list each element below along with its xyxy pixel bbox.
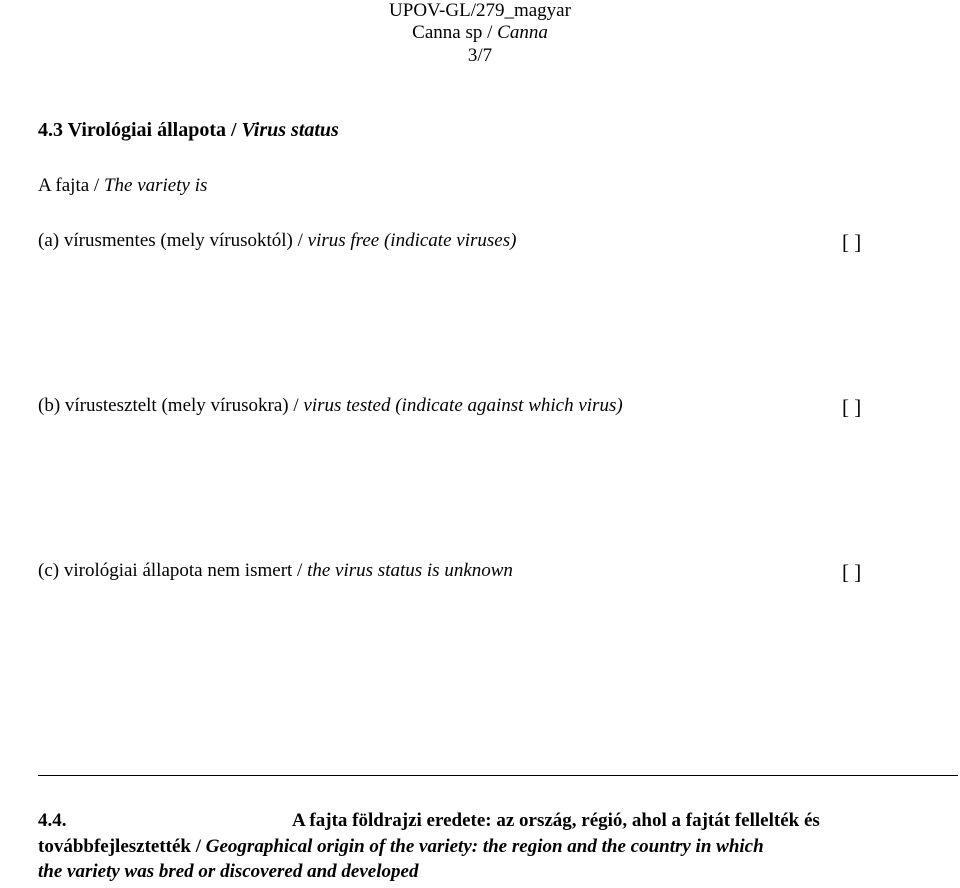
section-title-hu: 4.3 Virológiai állapota / bbox=[38, 119, 242, 141]
option-a-en: virus free (indicate viruses) bbox=[307, 230, 517, 251]
option-c-label bbox=[38, 560, 513, 582]
variety-intro bbox=[38, 175, 207, 197]
species-en: Canna bbox=[497, 22, 548, 43]
section-title-en: Virus status bbox=[241, 119, 339, 141]
section-4-4-title-line1: A fajta földrajzi eredete: az ország, régió, ahol a fajtát fellelték és bbox=[292, 810, 820, 831]
species-line bbox=[0, 22, 960, 44]
section-4-4-title-line3 bbox=[38, 861, 418, 883]
option-b-checkbox[interactable]: [ ] bbox=[842, 395, 862, 419]
option-b-hu: (b) vírustesztelt (mely vírusokra) / bbox=[38, 395, 304, 416]
document-id: UPOV-GL/279_magyar bbox=[389, 0, 571, 21]
option-a-label bbox=[38, 230, 516, 252]
option-c-checkbox[interactable]: [ ] bbox=[842, 560, 862, 584]
page-number: 3/7 bbox=[467, 45, 493, 66]
intro-hu: A fajta / bbox=[38, 175, 104, 196]
section-4-4-title-en-cont: the variety was bred or discovered and developed bbox=[38, 861, 419, 882]
option-b-label bbox=[38, 395, 623, 417]
section-4-4-title-hu: továbbfejlesztették / bbox=[38, 836, 206, 857]
species-hu: Canna sp / bbox=[412, 22, 498, 43]
option-b-en: virus tested (indicate against which virus) bbox=[303, 395, 623, 416]
option-c-hu: (c) virológiai állapota nem ismert / bbox=[38, 560, 308, 581]
option-a-checkbox[interactable]: [ ] bbox=[842, 230, 862, 254]
section-4-4-number: 4.4. bbox=[38, 810, 67, 831]
section-4-4-title-line2 bbox=[38, 836, 764, 858]
intro-en: The variety is bbox=[103, 175, 208, 196]
option-c-en: the virus status is unknown bbox=[307, 560, 513, 581]
section-divider bbox=[38, 775, 958, 776]
section-4-3-title bbox=[38, 119, 339, 142]
option-a-hu: (a) vírusmentes (mely vírusoktól) / bbox=[38, 230, 308, 251]
section-4-4-title-en: Geographical origin of the variety: the region and the country in which bbox=[205, 836, 764, 857]
